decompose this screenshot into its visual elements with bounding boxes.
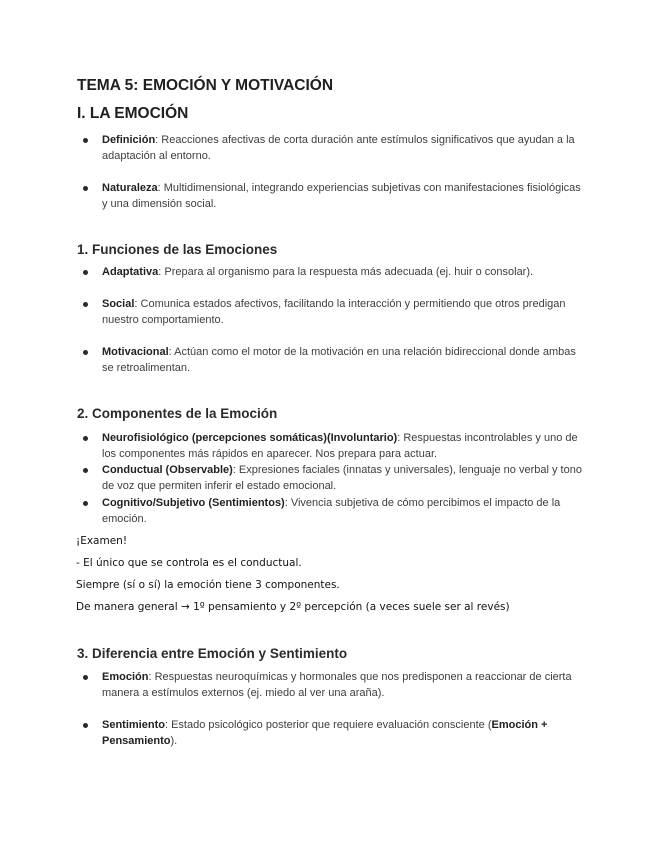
term-label: Adaptativa [102, 266, 159, 278]
list-item-motivacional: Motivacional: Actúan como el motor de la motivación en una relación bidireccional donde ambas se retroalimentan. [102, 344, 582, 376]
list-item-social: Social: Comunica estados afectivos, facilitando la interacción y permitiendo que otros predigan nuestro comportamiento. [102, 296, 582, 328]
term-label: Conductual (Observable) [102, 464, 233, 476]
term-description: Estado psicológico posterior que requiere evaluación consciente ( [168, 719, 492, 731]
bullet-icon [83, 186, 88, 191]
list-item-cognitivo: Cognitivo/Subjetivo (Sentimientos): Vivencia subjetiva de cómo percibimos el impacto de la emoción. [102, 495, 582, 527]
term-label: Cognitivo/Subjetivo (Sentimientos) [102, 497, 285, 509]
list-item-neurofisiologico: Neurofisiológico (percepciones somáticas)(Involuntario): Respuestas incontrolables y uno de los componentes más rápidos en aparecer. Nos prepara para actuar. [102, 430, 582, 462]
list-item-adaptativa: Adaptativa: Prepara al organismo para la respuesta más adecuada (ej. huir o consolar). [102, 264, 582, 280]
note-examen: ¡Examen! [76, 535, 128, 547]
list-item-sentimiento: Sentimiento: Estado psicológico posterior que requiere evaluación consciente (Emoción + Pensamiento). [102, 717, 582, 749]
term-description: Vivencia subjetiva de cómo percibimos el impacto de la emoción. [102, 497, 561, 525]
term-description: Multidimensional, integrando experiencias subjetivas con manifestaciones fisiológicas y una dimensión social. [102, 182, 581, 210]
term-description: Prepara al organismo para la respuesta más adecuada (ej. huir o consolar). [161, 266, 534, 278]
term-description: Respuestas neuroquímicas y hormonales que nos predisponen a reaccionar de cierta manera a estímulos externos (ej. miedo al ver una araña). [102, 671, 572, 699]
bullet-icon [83, 270, 88, 275]
list-item-conductual: Conductual (Observable): Expresiones faciales (innatas y universales), lenguaje no verbal y tono de voz que permiten inferir el estado emocional. [102, 462, 582, 494]
bullet-icon [83, 675, 88, 680]
term-description: Actúan como el motor de la motivación en una relación bidireccional donde ambas se retroalimentan. [102, 346, 576, 374]
bullet-icon [83, 501, 88, 506]
list-item-emocion: Emoción: Respuestas neuroquímicas y hormonales que nos predisponen a reaccionar de cierta manera a estímulos externos (ej. miedo al ver una araña). [102, 669, 582, 701]
bullet-icon [83, 138, 88, 143]
bullet-icon [83, 723, 88, 728]
document-title: TEMA 5: EMOCIÓN Y MOTIVACIÓN [77, 77, 334, 94]
term-label: Motivacional [102, 346, 169, 358]
note-orden: De manera general → 1º pensamiento y 2º percepción (a veces suele ser al revés) [76, 601, 510, 613]
term-label: Naturaleza [102, 182, 158, 194]
note-conductual: - El único que se controla es el conductual. [76, 557, 302, 569]
term-description: Comunica estados afectivos, facilitando la interacción y permitiendo que otros predigan nuestro comportamiento. [102, 298, 566, 326]
bullet-icon [83, 302, 88, 307]
term-description: Respuestas incontrolables y uno de los componentes más rápidos en aparecer. Nos prepara para actuar. [102, 432, 578, 460]
section-heading: I. LA EMOCIÓN [77, 105, 189, 122]
term-emphasis: Emoción + Pensamiento [102, 719, 548, 747]
bullet-icon [83, 468, 88, 473]
subsection-heading-componentes: 2. Componentes de la Emoción [77, 406, 278, 421]
term-label: Emoción [102, 671, 149, 683]
bullet-icon [83, 436, 88, 441]
term-label: Social [102, 298, 135, 310]
list-item-definicion: Definición: Reacciones afectivas de corta duración ante estímulos significativos que ayudan a la adaptación al entorno. [102, 132, 582, 164]
term-description-tail: ). [170, 735, 178, 747]
term-label: Definición [102, 134, 156, 146]
note-tres-componentes: Siempre (sí o sí) la emoción tiene 3 componentes. [76, 579, 340, 591]
bullet-icon [83, 350, 88, 355]
term-label: Sentimiento [102, 719, 165, 731]
term-label: Neurofisiológico (percepciones somáticas)(Involuntario) [102, 432, 398, 444]
term-description: Reacciones afectivas de corta duración ante estímulos significativos que ayudan a la adaptación al entorno. [102, 134, 575, 162]
list-item-naturaleza: Naturaleza: Multidimensional, integrando experiencias subjetivas con manifestaciones fisiológicas y una dimensión social. [102, 180, 582, 212]
term-description: Expresiones faciales (innatas y universales), lenguaje no verbal y tono de voz que permiten inferir el estado emocional. [102, 464, 582, 492]
subsection-heading-diferencia: 3. Diferencia entre Emoción y Sentimiento [77, 646, 348, 661]
subsection-heading-funciones: 1. Funciones de las Emociones [77, 242, 278, 257]
